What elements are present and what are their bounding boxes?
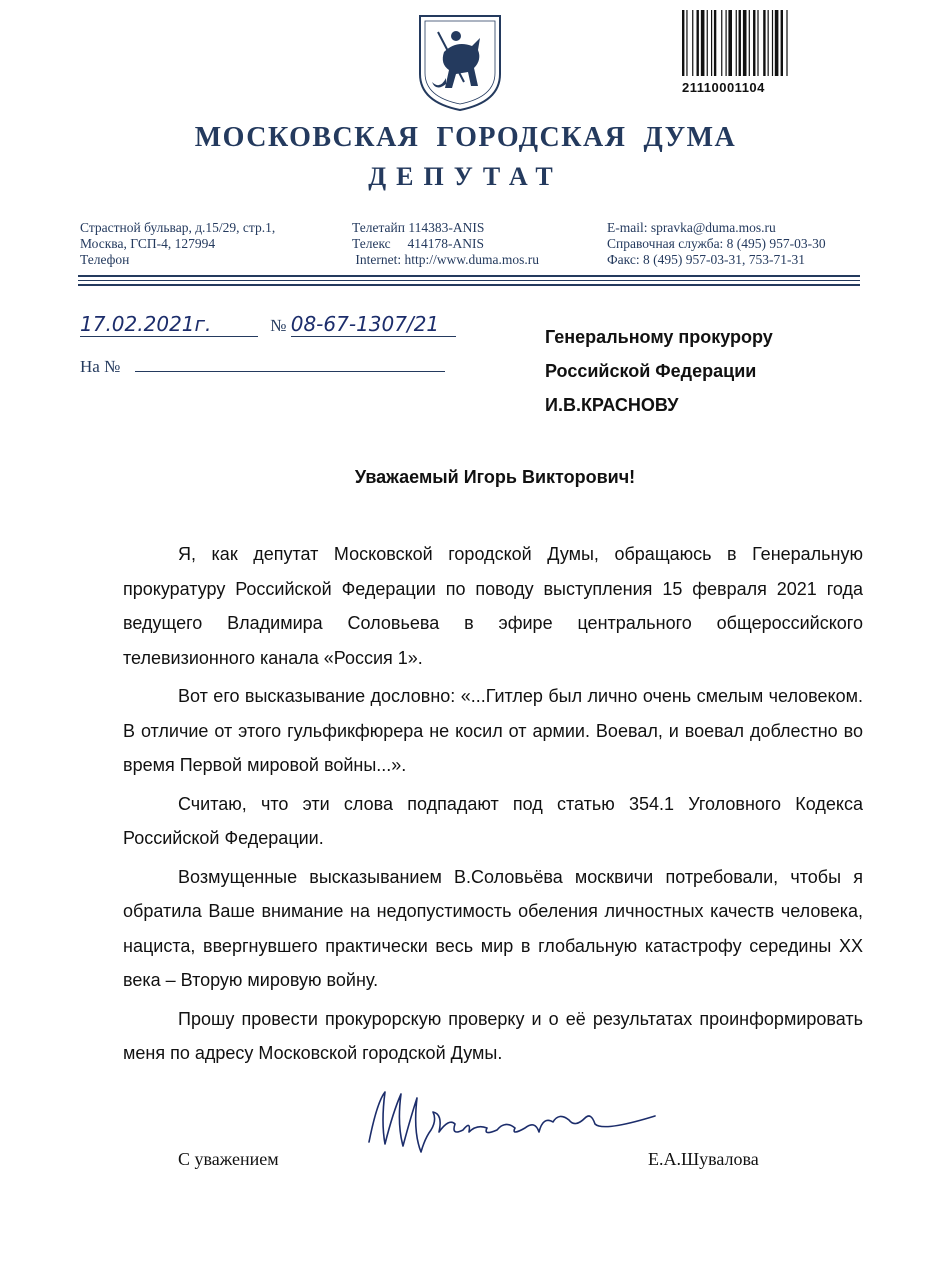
barcode-bar [721, 10, 722, 76]
number-label: № [270, 316, 287, 335]
barcode-bar [753, 10, 755, 76]
contact-line: Страстной бульвар, д.15/29, стр.1, [80, 220, 276, 235]
barcode-bar [701, 10, 705, 76]
organization-subtitle: ДЕПУТАТ [368, 162, 563, 191]
barcode-bar [786, 10, 787, 76]
barcode-bar [728, 10, 732, 76]
contact-line: Internet: http://www.duma.mos.ru [352, 252, 539, 267]
barcode-bar [749, 10, 750, 76]
body-paragraph: Я, как депутат Московской городской Думы, обращаюсь в Генеральную прокуратуру Российской Федерации по поводу выступления 15 февраля 2021 года ведущего Владимира Соловьева в эфире центрального общероссийского телевизионного канала «Россия 1». [123, 544, 863, 668]
barcode [680, 10, 820, 80]
handwritten-signature [355, 1072, 665, 1172]
barcode-bar [739, 10, 741, 76]
barcode-bar [743, 10, 747, 76]
barcode-bar [763, 10, 765, 76]
registration-number: 08-67-1307/21 [291, 312, 456, 337]
contact-telecom [352, 220, 539, 268]
header-divider [78, 280, 860, 281]
barcode-bar [775, 10, 779, 76]
barcode-bar [781, 10, 783, 76]
reference-line [80, 355, 445, 377]
contact-address [80, 220, 275, 268]
addressee-block [545, 320, 773, 422]
organization-title: МОСКОВСКАЯ ГОРОДСКАЯ ДУМА [194, 122, 737, 153]
body-paragraph: Считаю, что эти слова подпадают под статью 354.1 Уголовного Кодекса Российской Федерации. [123, 793, 863, 848]
barcode-bar [736, 10, 737, 76]
closing-phrase: С уважением [178, 1149, 279, 1169]
addressee-line: И.В.КРАСНОВУ [545, 395, 679, 415]
contact-line: Москва, ГСП-4, 127994 [80, 236, 216, 251]
reference-label: На № [80, 357, 121, 376]
signer-name: Е.А.Шувалова [648, 1149, 759, 1169]
barcode-bar [707, 10, 708, 76]
reference-number-blank [135, 355, 445, 372]
contact-line: E-mail: spravka@duma.mos.ru [607, 220, 776, 235]
barcode-bar [714, 10, 716, 76]
addressee-line: Российской Федерации [545, 361, 757, 381]
contact-line: Справочная служба: 8 (495) 957-03-30 [607, 236, 826, 251]
contact-line: Факс: 8 (495) 957-03-31, 753-71-31 [607, 252, 805, 267]
body-paragraph: Вот его высказывание дословно: «...Гитлер был лично очень смелым человеком. В отличие от этого гульфикфюрера не косил от армии. Воевал, и воевал доблестно во время Первой мировой войны...». [123, 686, 863, 775]
letter-body [123, 537, 863, 1075]
barcode-bar [757, 10, 758, 76]
barcode-bar [682, 10, 684, 76]
barcode-bar [772, 10, 773, 76]
barcode-number: 21110001104 [682, 80, 765, 95]
barcode-bar [697, 10, 699, 76]
contact-line: Телетайп 114383-ANIS [352, 220, 485, 235]
contact-line: Телекс 414178-ANIS [352, 236, 485, 251]
body-paragraph: Возмущенные высказыванием В.Соловьёва москвичи потребовали, чтобы я обратила Ваше внимание на недопустимость обеления личностных качеств человека, нациста, ввергнувшего практически весь мир в глобальную катастрофу середины XX века – Вторую мировую войну. [123, 866, 863, 990]
addressee-line: Генеральному прокурору [545, 327, 773, 347]
barcode-bar [692, 10, 693, 76]
registration-line [80, 312, 456, 337]
registration-date: 17.02.2021г. [80, 312, 258, 337]
greeting: Уважаемый Игорь Викторович! [354, 467, 636, 487]
barcode-bar [768, 10, 769, 76]
header-divider [78, 284, 860, 286]
moscow-coat-of-arms-icon [416, 12, 504, 112]
barcode-bar [686, 10, 687, 76]
barcode-bar [711, 10, 712, 76]
body-paragraph: Прошу провести прокурорскую проверку и о её результатах проинформировать меня по адресу Московской городской Думы. [123, 1008, 863, 1063]
contact-line: Телефон [80, 252, 130, 267]
header-divider [78, 275, 860, 277]
barcode-bar [726, 10, 727, 76]
contact-email-phones [607, 220, 826, 268]
